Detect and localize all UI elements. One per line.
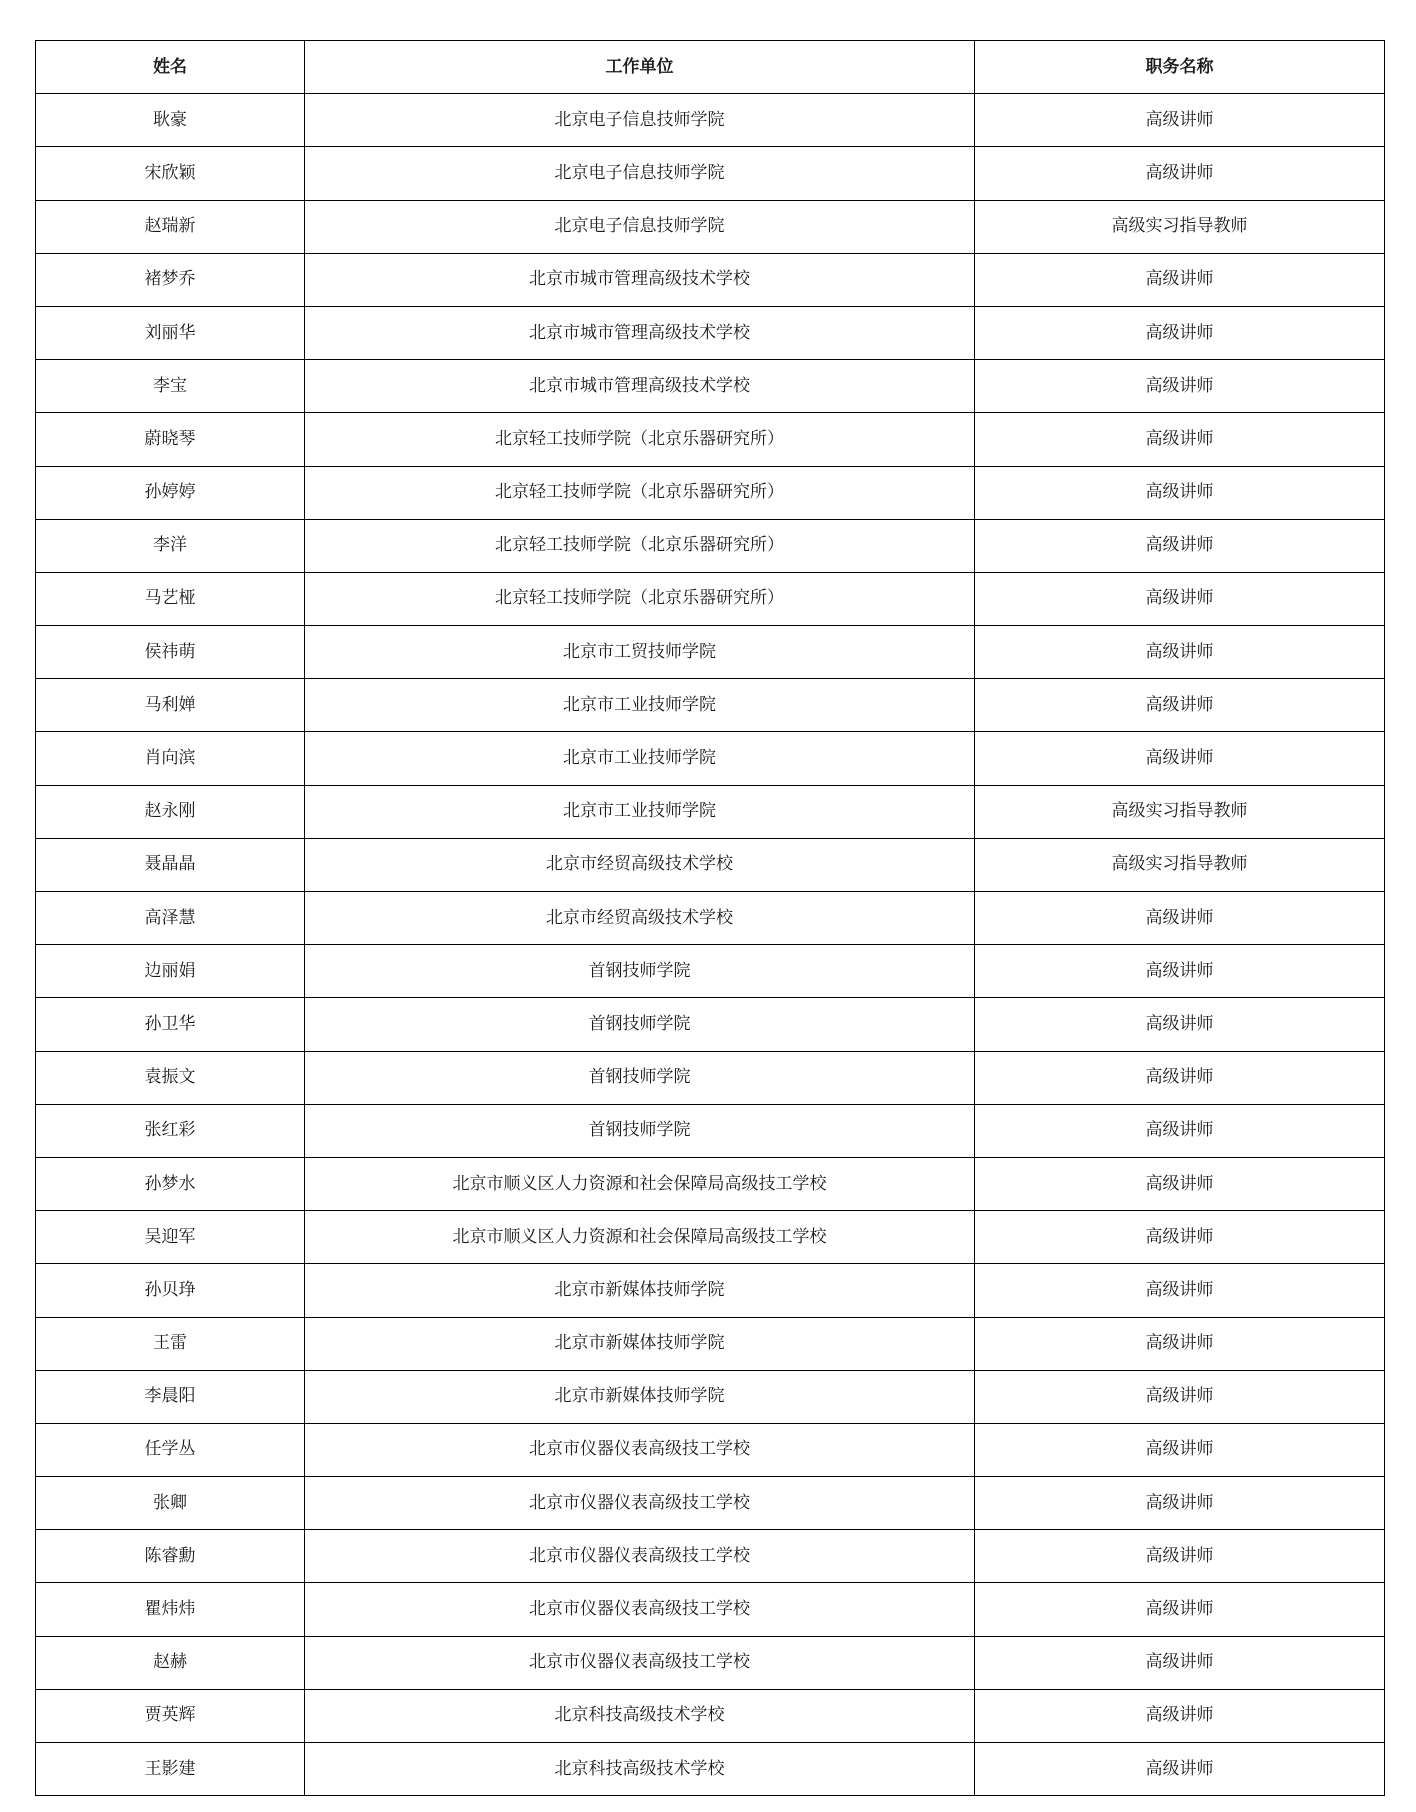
cell-name: 瞿炜炜 (36, 1583, 305, 1636)
cell-title: 高级讲师 (975, 147, 1385, 200)
cell-unit: 北京科技高级技术学校 (305, 1743, 975, 1796)
table-row (36, 1477, 1385, 1530)
cell-name: 聂晶晶 (36, 838, 305, 891)
table-row (36, 413, 1385, 466)
table-row (36, 679, 1385, 732)
cell-title: 高级讲师 (975, 94, 1385, 147)
table-body (36, 94, 1385, 1796)
table-row (36, 466, 1385, 519)
cell-name: 孙贝琤 (36, 1264, 305, 1317)
table-row (36, 1157, 1385, 1210)
cell-name: 王雷 (36, 1317, 305, 1370)
cell-name: 赵瑞新 (36, 200, 305, 253)
cell-title: 高级实习指导教师 (975, 838, 1385, 891)
cell-title: 高级讲师 (975, 306, 1385, 359)
table-header (36, 41, 1385, 94)
table-row (36, 998, 1385, 1051)
table-row (36, 306, 1385, 359)
cell-unit: 北京市顺义区人力资源和社会保障局高级技工学校 (305, 1211, 975, 1264)
cell-title: 高级讲师 (975, 945, 1385, 998)
cell-title: 高级讲师 (975, 732, 1385, 785)
cell-title: 高级讲师 (975, 1743, 1385, 1796)
cell-name: 马艺桠 (36, 572, 305, 625)
table-row (36, 1370, 1385, 1423)
cell-unit: 首钢技师学院 (305, 1051, 975, 1104)
table-row (36, 1104, 1385, 1157)
cell-title: 高级讲师 (975, 892, 1385, 945)
table-row (36, 253, 1385, 306)
cell-unit: 北京轻工技师学院（北京乐器研究所） (305, 572, 975, 625)
cell-unit: 北京科技高级技术学校 (305, 1689, 975, 1742)
table-row (36, 1051, 1385, 1104)
cell-unit: 北京市工业技师学院 (305, 679, 975, 732)
cell-title: 高级讲师 (975, 998, 1385, 1051)
cell-name: 边丽娟 (36, 945, 305, 998)
cell-unit: 北京市仪器仪表高级技工学校 (305, 1583, 975, 1636)
cell-name: 李晨阳 (36, 1370, 305, 1423)
table-row (36, 945, 1385, 998)
cell-unit: 北京市仪器仪表高级技工学校 (305, 1423, 975, 1476)
table-row (36, 1211, 1385, 1264)
cell-unit: 北京市新媒体技师学院 (305, 1317, 975, 1370)
cell-name: 王影建 (36, 1743, 305, 1796)
cell-unit: 北京市城市管理高级技术学校 (305, 253, 975, 306)
table-row (36, 1636, 1385, 1689)
table-row (36, 838, 1385, 891)
staff-table (35, 40, 1385, 1796)
cell-unit: 北京市顺义区人力资源和社会保障局高级技工学校 (305, 1157, 975, 1210)
cell-name: 蔚晓琴 (36, 413, 305, 466)
cell-unit: 北京市仪器仪表高级技工学校 (305, 1530, 975, 1583)
cell-unit: 北京电子信息技师学院 (305, 94, 975, 147)
table-row (36, 360, 1385, 413)
table-row (36, 626, 1385, 679)
cell-name: 孙卫华 (36, 998, 305, 1051)
cell-title: 高级讲师 (975, 572, 1385, 625)
cell-unit: 北京市工业技师学院 (305, 732, 975, 785)
cell-unit: 北京市经贸高级技术学校 (305, 892, 975, 945)
cell-name: 袁振文 (36, 1051, 305, 1104)
column-header-title: 职务名称 (975, 41, 1385, 94)
table-row (36, 1423, 1385, 1476)
cell-title: 高级讲师 (975, 519, 1385, 572)
column-header-name: 姓名 (36, 41, 305, 94)
cell-title: 高级讲师 (975, 413, 1385, 466)
cell-name: 肖向滨 (36, 732, 305, 785)
cell-unit: 首钢技师学院 (305, 998, 975, 1051)
cell-unit: 北京电子信息技师学院 (305, 147, 975, 200)
cell-unit: 北京市城市管理高级技术学校 (305, 306, 975, 359)
cell-unit: 北京市新媒体技师学院 (305, 1370, 975, 1423)
table-row (36, 1743, 1385, 1796)
cell-title: 高级讲师 (975, 1423, 1385, 1476)
cell-unit: 北京市工贸技师学院 (305, 626, 975, 679)
cell-name: 任学丛 (36, 1423, 305, 1476)
cell-title: 高级实习指导教师 (975, 785, 1385, 838)
cell-name: 赵赫 (36, 1636, 305, 1689)
table-row (36, 200, 1385, 253)
cell-title: 高级讲师 (975, 360, 1385, 413)
cell-title: 高级讲师 (975, 1370, 1385, 1423)
cell-unit: 北京市工业技师学院 (305, 785, 975, 838)
cell-name: 赵永刚 (36, 785, 305, 838)
cell-unit: 北京电子信息技师学院 (305, 200, 975, 253)
cell-title: 高级讲师 (975, 253, 1385, 306)
table-row (36, 94, 1385, 147)
cell-unit: 北京市新媒体技师学院 (305, 1264, 975, 1317)
cell-title: 高级讲师 (975, 1264, 1385, 1317)
cell-unit: 北京市经贸高级技术学校 (305, 838, 975, 891)
cell-name: 褚梦乔 (36, 253, 305, 306)
cell-unit: 北京市仪器仪表高级技工学校 (305, 1477, 975, 1530)
cell-title: 高级讲师 (975, 1636, 1385, 1689)
cell-name: 高泽慧 (36, 892, 305, 945)
cell-name: 吴迎军 (36, 1211, 305, 1264)
cell-name: 张卿 (36, 1477, 305, 1530)
table-row (36, 1689, 1385, 1742)
cell-name: 陈睿勳 (36, 1530, 305, 1583)
cell-unit: 首钢技师学院 (305, 945, 975, 998)
cell-name: 刘丽华 (36, 306, 305, 359)
cell-unit: 北京轻工技师学院（北京乐器研究所） (305, 466, 975, 519)
cell-unit: 首钢技师学院 (305, 1104, 975, 1157)
cell-name: 贾英辉 (36, 1689, 305, 1742)
cell-name: 宋欣颖 (36, 147, 305, 200)
cell-name: 张红彩 (36, 1104, 305, 1157)
cell-name: 李洋 (36, 519, 305, 572)
table-row (36, 1317, 1385, 1370)
table-row (36, 785, 1385, 838)
table-row (36, 572, 1385, 625)
cell-unit: 北京市仪器仪表高级技工学校 (305, 1636, 975, 1689)
table-row (36, 1264, 1385, 1317)
cell-title: 高级讲师 (975, 1530, 1385, 1583)
cell-title: 高级讲师 (975, 1477, 1385, 1530)
table-row (36, 732, 1385, 785)
cell-title: 高级讲师 (975, 626, 1385, 679)
cell-unit: 北京市城市管理高级技术学校 (305, 360, 975, 413)
cell-title: 高级实习指导教师 (975, 200, 1385, 253)
cell-name: 孙梦水 (36, 1157, 305, 1210)
cell-title: 高级讲师 (975, 679, 1385, 732)
cell-name: 马利婵 (36, 679, 305, 732)
table-row (36, 1530, 1385, 1583)
cell-name: 李宝 (36, 360, 305, 413)
cell-title: 高级讲师 (975, 1583, 1385, 1636)
cell-name: 耿豪 (36, 94, 305, 147)
cell-title: 高级讲师 (975, 1689, 1385, 1742)
cell-unit: 北京轻工技师学院（北京乐器研究所） (305, 413, 975, 466)
cell-title: 高级讲师 (975, 1157, 1385, 1210)
table-row (36, 519, 1385, 572)
header-row (36, 41, 1385, 94)
table-row (36, 147, 1385, 200)
cell-title: 高级讲师 (975, 1051, 1385, 1104)
cell-name: 侯祎萌 (36, 626, 305, 679)
table-row (36, 1583, 1385, 1636)
cell-name: 孙婷婷 (36, 466, 305, 519)
cell-title: 高级讲师 (975, 466, 1385, 519)
cell-unit: 北京轻工技师学院（北京乐器研究所） (305, 519, 975, 572)
cell-title: 高级讲师 (975, 1317, 1385, 1370)
cell-title: 高级讲师 (975, 1104, 1385, 1157)
table-row (36, 892, 1385, 945)
cell-title: 高级讲师 (975, 1211, 1385, 1264)
column-header-unit: 工作单位 (305, 41, 975, 94)
staff-table-container (35, 40, 1384, 1796)
